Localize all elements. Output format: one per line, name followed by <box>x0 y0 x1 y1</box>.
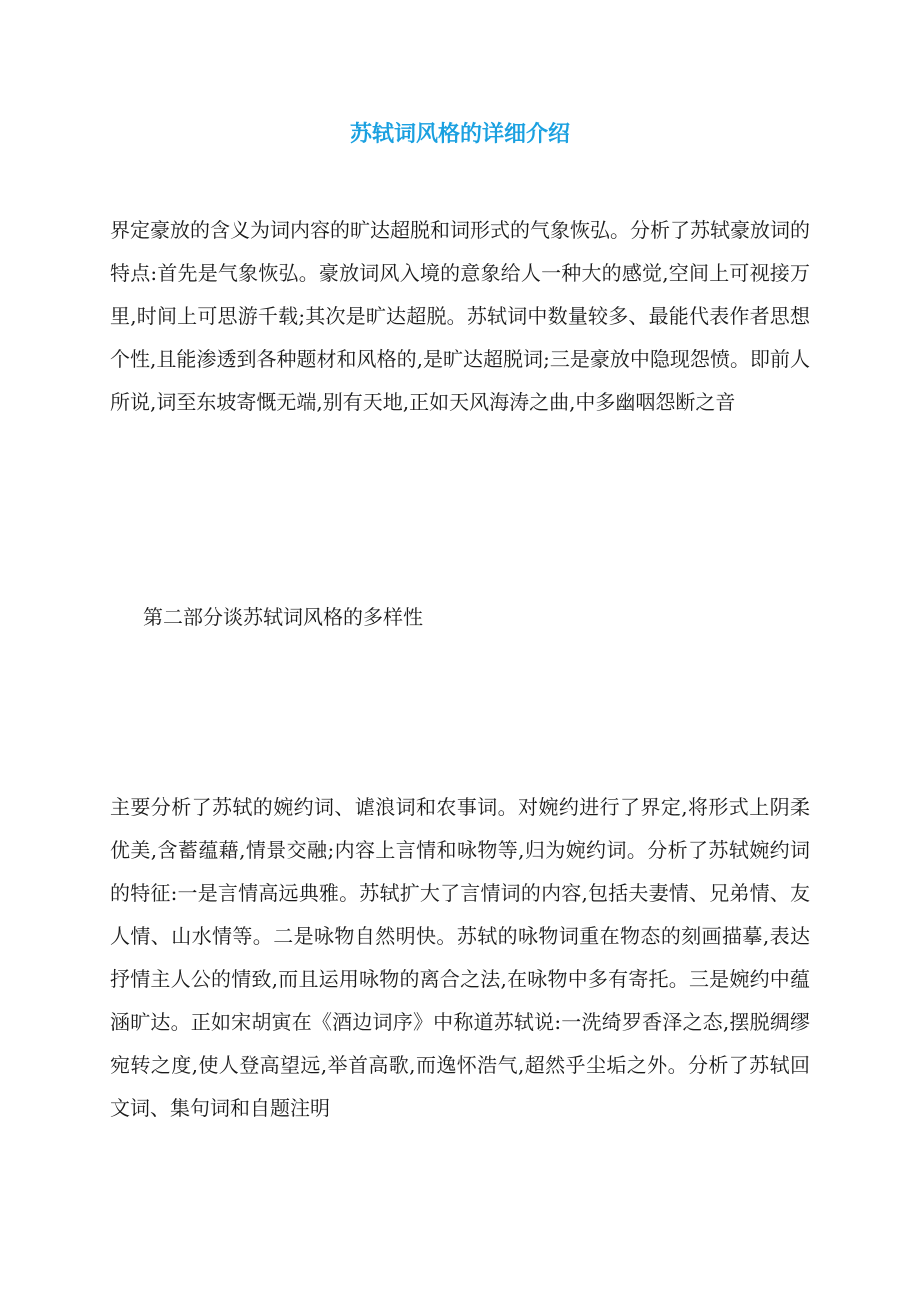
paragraph-body: 主要分析了苏轼的婉约词、谑浪词和农事词。对婉约进行了界定,将形式上阴柔优美,含蓄蕴藉,情景交融;内容上言情和咏物等,归为婉约词。分析了苏轼婉约词的特征:一是言情高远典雅。苏轼扩大了言情词的内容,包括夫妻情、兄弟情、友人情、山水情等。二是咏物自然明快。苏轼的咏物词重在物态的刻画描摹,表达抒情主人公的情致,而且运用咏物的离合之法,在咏物中多有寄托。三是婉约中蕴涵旷达。正如宋胡寅在《酒边词序》中称道苏轼说:一洗绮罗香泽之态,摆脱绸缪宛转之度,使人登高望远,举首高歌,而逸怀浩气,超然乎尘垢之外。分析了苏轼回文词、集句词和自题注明 <box>110 795 810 1120</box>
paragraph-intro: 界定豪放的含义为词内容的旷达超脱和词形式的气象恢弘。分析了苏轼豪放词的特点:首先是气象恢弘。豪放词风入境的意象给人一种大的感觉,空间上可视接万里,时间上可思游千载;其次是旷达超脱。苏轼词中数量较多、最能代表作者思想个性,且能渗透到各种题材和风格的,是旷达超脱词;三是豪放中隐现怨愤。即前人所说,词至东坡寄慨无端,别有天地,正如天风海涛之曲,中多幽咽怨断之音 <box>110 218 810 414</box>
document-title: 苏轼词风格的详细介绍 <box>349 121 570 147</box>
section-heading: 第二部分谈苏轼词风格的多样性 <box>143 605 423 629</box>
